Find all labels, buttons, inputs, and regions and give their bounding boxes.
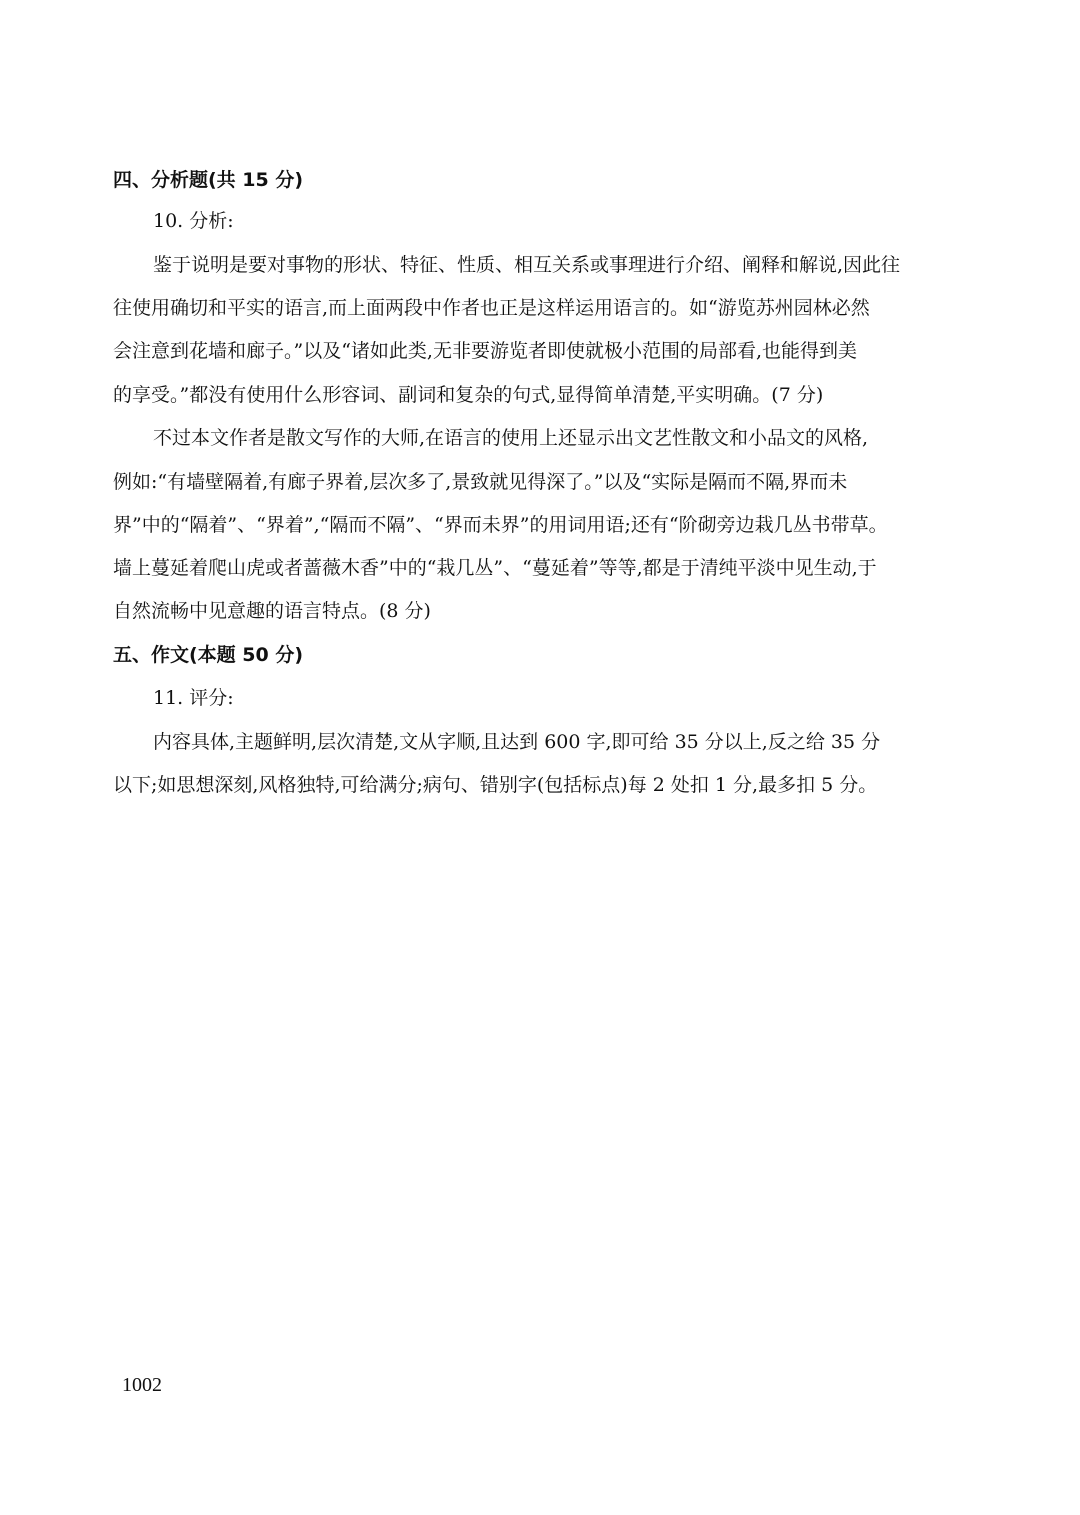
paragraph-line: 的享受。”都没有使用什么形容词、副词和复杂的句式,显得简单清楚,平实明确。(7 分) [113,384,824,406]
paragraph-line: 内容具体,主题鲜明,层次清楚,文从字顺,且达到 600 字,即可给 35 分以上,反之给 35 分 [153,731,881,753]
section-five-heading: 五、作文(本题 50 分) [113,644,304,666]
paragraph-line: 不过本文作者是散文写作的大师,在语言的使用上还显示出文艺性散文和小品文的风格, [153,427,869,449]
paragraph-line: 自然流畅中见意趣的语言特点。(8 分) [113,600,431,622]
paragraph-line: 鉴于说明是要对事物的形状、特征、性质、相互关系或事理进行介绍、阐释和解说,因此往 [153,254,901,276]
question-11-label: 11. 评分: [153,687,234,709]
paragraph-line: 往使用确切和平实的语言,而上面两段中作者也正是这样运用语言的。如“游览苏州园林必然 [113,297,870,319]
paragraph-line: 界”中的“隔着”、“界着”,“隔而不隔”、“界而未界”的用词用语;还有“阶砌旁边栽几丛书带草。 [113,514,888,536]
paragraph-line: 墙上蔓延着爬山虎或者蔷薇木香”中的“栽几丛”、“蔓延着”等等,都是于清纯平淡中见生动,于 [113,557,877,579]
page-number: 1002 [122,1374,162,1396]
paragraph-line: 例如:“有墙壁隔着,有廊子界着,层次多了,景致就见得深了。”以及“实际是隔而不隔,界而未 [113,471,848,493]
section-four-heading: 四、分析题(共 15 分) [113,169,304,191]
paragraph-line: 以下;如思想深刻,风格独特,可给满分;病句、错别字(包括标点)每 2 处扣 1 分,最多扣 5 分。 [113,774,878,796]
question-10-label: 10. 分析: [153,210,234,232]
paragraph-line: 会注意到花墙和廊子。”以及“诸如此类,无非要游览者即使就极小范围的局部看,也能得到美 [113,340,858,362]
